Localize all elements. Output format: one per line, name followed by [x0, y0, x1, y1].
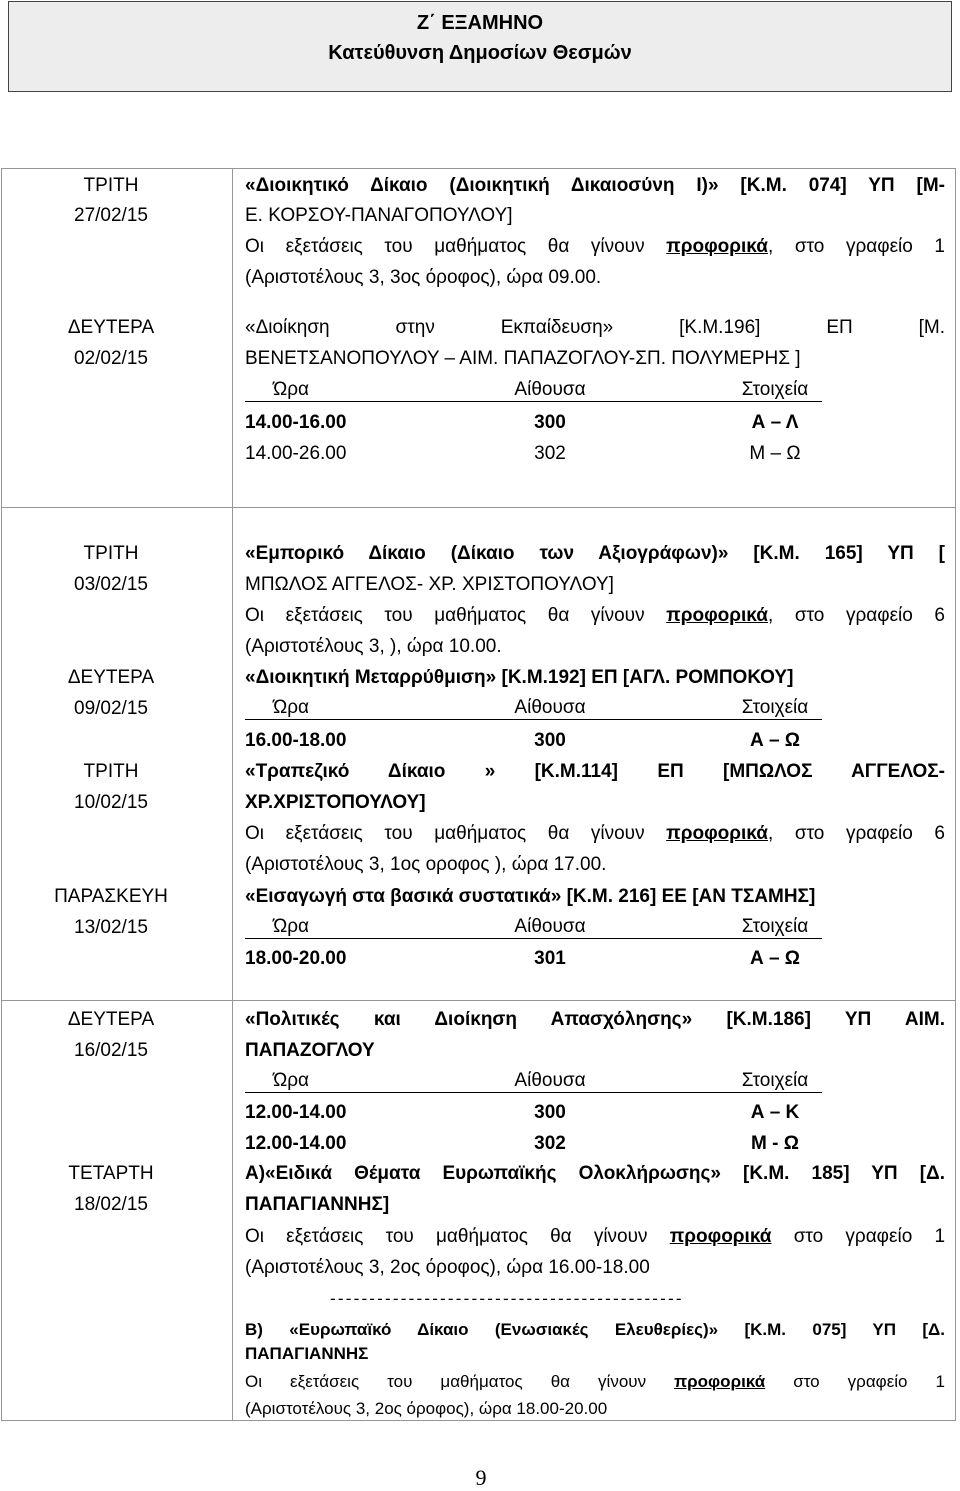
date: 18/02/15 — [74, 1194, 148, 1215]
weekday: ΔΕΥΤΕΡΑ — [67, 317, 155, 338]
exam-mode: προφορικά — [666, 605, 768, 626]
schedule-row — [245, 943, 822, 974]
date: 13/02/15 — [74, 917, 148, 938]
exam-room: 300 — [534, 1102, 566, 1123]
course-instructor-line: ΠΑΠΑΖΟΓΛΟΥ — [245, 1040, 375, 1061]
exam-location-line: (Αριστοτέλους 3, 1ος οροφος ), ώρα 17.00. — [245, 854, 607, 875]
course-title-line: «Διοικητική Μεταρρύθμιση» [Κ.Μ.192] ΕΠ [ΑΓΛ. ΡΟΜΠΟΚΟΥ] — [245, 667, 794, 688]
exam-location-line: (Αριστοτέλους 3, 3ος όροφος), ώρα 09.00. — [245, 267, 602, 288]
schedule-row — [245, 438, 822, 469]
letters-column-header: Στοιχεία — [741, 1070, 809, 1091]
course-title-line: «Πολιτικές και Διοίκηση Απασχόλησης» [Κ.Μ.186] ΥΠ ΑΙΜ. — [245, 1009, 945, 1030]
course-title-line: «Εισαγωγή στα βασικά συστατικά» [Κ.Μ. 216] ΕΕ [ΑΝ ΤΣΑΜΗΣ] — [245, 886, 816, 907]
exam-note-line — [245, 231, 945, 262]
letters-column-header: Στοιχεία — [741, 379, 809, 400]
exam-mode: προφορικά — [669, 1226, 772, 1247]
schedule-header — [245, 375, 822, 402]
weekday: ΔΕΥΤΕΡΑ — [67, 667, 155, 688]
exam-office: , στο γραφείο 6 — [767, 823, 945, 844]
room-column-header: Αίθουσα — [514, 697, 586, 718]
exam-office: , στο γραφείο 1 — [767, 236, 945, 257]
exam-mode: προφορικά — [666, 236, 768, 257]
exam-note-line — [245, 1368, 945, 1395]
room-column-header: Αίθουσα — [514, 1070, 586, 1091]
date: 02/02/15 — [74, 348, 148, 369]
column-divider — [232, 508, 233, 1000]
time-column-header: Ώρα — [272, 916, 310, 937]
exam-room: 300 — [534, 730, 566, 751]
surname-letters: Μ - Ω — [751, 1133, 799, 1154]
date: 09/02/15 — [74, 698, 148, 719]
exam-time: 12.00-14.00 — [245, 1133, 347, 1154]
course-title-line: Α)«Ειδικά Θέματα Ευρωπαϊκής Ολοκλήρωσης» [Κ.Μ. 185] ΥΠ [Δ. — [245, 1163, 945, 1184]
course-instructor-line: Ε. ΚΟΡΣΟΥ-ΠΑΝΑΓΟΠΟΥΛΟΥ] — [245, 205, 513, 226]
page-number: 9 — [475, 1465, 487, 1490]
schedule-row — [245, 725, 822, 756]
time-column-header: Ώρα — [272, 697, 310, 718]
weekday: ΤΕΤΑΡΤΗ — [68, 1163, 154, 1184]
room-column-header: Αίθουσα — [514, 379, 586, 400]
exam-office: στο γραφείο 1 — [793, 1226, 946, 1247]
surname-letters: Μ – Ω — [749, 443, 801, 464]
course-instructor-line: ΧΡ.ΧΡΙΣΤΟΠΟΥΛΟΥ] — [245, 792, 426, 813]
course-instructor-line: ΜΠΩΛΟΣ ΑΓΓΕΛΟΣ- ΧΡ. ΧΡΙΣΤΟΠΟΥΛΟΥ] — [245, 574, 614, 595]
schedule-header — [245, 912, 822, 939]
exam-note-line — [245, 1221, 945, 1252]
exam-note-text: Οι εξετάσεις του μαθήματος θα γίνουν — [245, 605, 645, 626]
schedule-row — [245, 407, 822, 438]
course-title-line: «Εμπορικό Δίκαιο (Δίκαιο των Αξιογράφων)» [Κ.Μ. 165] ΥΠ [ — [245, 543, 945, 564]
exam-time: 14.00-16.00 — [245, 412, 347, 433]
room-column-header: Αίθουσα — [514, 916, 586, 937]
exam-location-line: (Αριστοτέλους 3, ), ώρα 10.00. — [245, 636, 502, 657]
course-title-line: «Διοίκηση στην Εκπαίδευση» [Κ.Μ.196] ΕΠ [Μ. — [245, 317, 945, 338]
exam-mode: προφορικά — [666, 823, 768, 844]
weekday: ΤΡΙΤΗ — [83, 175, 139, 196]
semester-title: Ζ΄ ΕΞΑΜΗΝΟ — [416, 12, 544, 34]
column-divider — [232, 1001, 233, 1420]
exam-mode: προφορικά — [674, 1372, 766, 1391]
exam-note-text: Οι εξετάσεις του μαθήματος θα γίνουν — [245, 1372, 647, 1391]
exam-room: 301 — [534, 948, 566, 969]
exam-time: 16.00-18.00 — [245, 730, 347, 751]
exam-location-line: (Αριστοτέλους 3, 2ος όροφος), ώρα 18.00-20.00 — [245, 1399, 608, 1418]
exam-room: 302 — [534, 1133, 566, 1154]
letters-column-header: Στοιχεία — [741, 916, 809, 937]
exam-time: 18.00-20.00 — [245, 948, 347, 969]
weekday: ΤΡΙΤΗ — [83, 543, 139, 564]
exam-note-line — [245, 600, 945, 631]
exam-note-text: Οι εξετάσεις του μαθήματος θα γίνουν — [245, 236, 645, 257]
exam-note-line — [245, 818, 945, 849]
course-instructor-line: ΠΑΠΑΓΙΑΝΝΗΣ — [245, 1344, 369, 1363]
dashed-separator: --------------------------------------------- — [330, 1289, 684, 1308]
weekday: ΠΑΡΑΣΚΕΥΗ — [54, 886, 168, 907]
exam-room: 302 — [534, 443, 566, 464]
exam-time: 14.00-26.00 — [245, 443, 347, 464]
exam-location-line: (Αριστοτέλους 3, 2ος όροφος), ώρα 16.00-18.00 — [245, 1257, 650, 1278]
date: 03/02/15 — [74, 574, 148, 595]
surname-letters: Α – Ω — [749, 730, 801, 751]
course-instructor-line: ΒΕΝΕΤΣΑΝΟΠΟΥΛΟΥ – ΑΙΜ. ΠΑΠΑΖΟΓΛΟΥ-ΣΠ. ΠΟΛΥΜΕΡΗΣ ] — [245, 348, 801, 369]
exam-note-text: Οι εξετάσεις του μαθήματος θα γίνουν — [245, 1226, 648, 1247]
course-title-line: Β) «Ευρωπαϊκό Δίκαιο (Ενωσιακές Ελευθερίες)» [Κ.Μ. 075] ΥΠ [Δ. — [245, 1320, 945, 1339]
exam-room: 300 — [534, 412, 566, 433]
surname-letters: Α – Ω — [749, 948, 801, 969]
exam-office: , στο γραφείο 6 — [767, 605, 945, 626]
course-instructor-line: ΠΑΠΑΓΙΑΝΝΗΣ] — [245, 1194, 390, 1215]
surname-letters: Α – Λ — [751, 412, 799, 433]
direction-title: Κατεύθυνση Δημοσίων Θεσμών — [328, 42, 632, 64]
column-divider — [232, 169, 233, 507]
exam-office: στο γραφείο 1 — [793, 1372, 945, 1391]
schedule-row — [245, 1097, 822, 1128]
date: 16/02/15 — [74, 1040, 148, 1061]
exam-note-text: Οι εξετάσεις του μαθήματος θα γίνουν — [245, 823, 645, 844]
schedule-header — [245, 693, 822, 720]
time-column-header: Ώρα — [272, 1070, 310, 1091]
exam-time: 12.00-14.00 — [245, 1102, 347, 1123]
date: 10/02/15 — [74, 792, 148, 813]
date: 27/02/15 — [74, 205, 148, 226]
course-title-line: «Διοικητικό Δίκαιο (Διοικητική Δικαιοσύνη Ι)» [Κ.Μ. 074] ΥΠ [Μ- — [245, 175, 945, 196]
surname-letters: Α – Κ — [750, 1102, 800, 1123]
weekday: ΔΕΥΤΕΡΑ — [67, 1009, 155, 1030]
course-title-line: «Τραπεζικό Δίκαιο » [Κ.Μ.114] ΕΠ [ΜΠΩΛΟΣ ΑΓΓΕΛΟΣ- — [245, 761, 945, 782]
weekday: ΤΡΙΤΗ — [83, 761, 139, 782]
semester-header — [8, 1, 952, 92]
schedule-header — [245, 1066, 822, 1093]
schedule-row — [245, 1128, 822, 1159]
letters-column-header: Στοιχεία — [741, 697, 809, 718]
time-column-header: Ώρα — [272, 379, 310, 400]
